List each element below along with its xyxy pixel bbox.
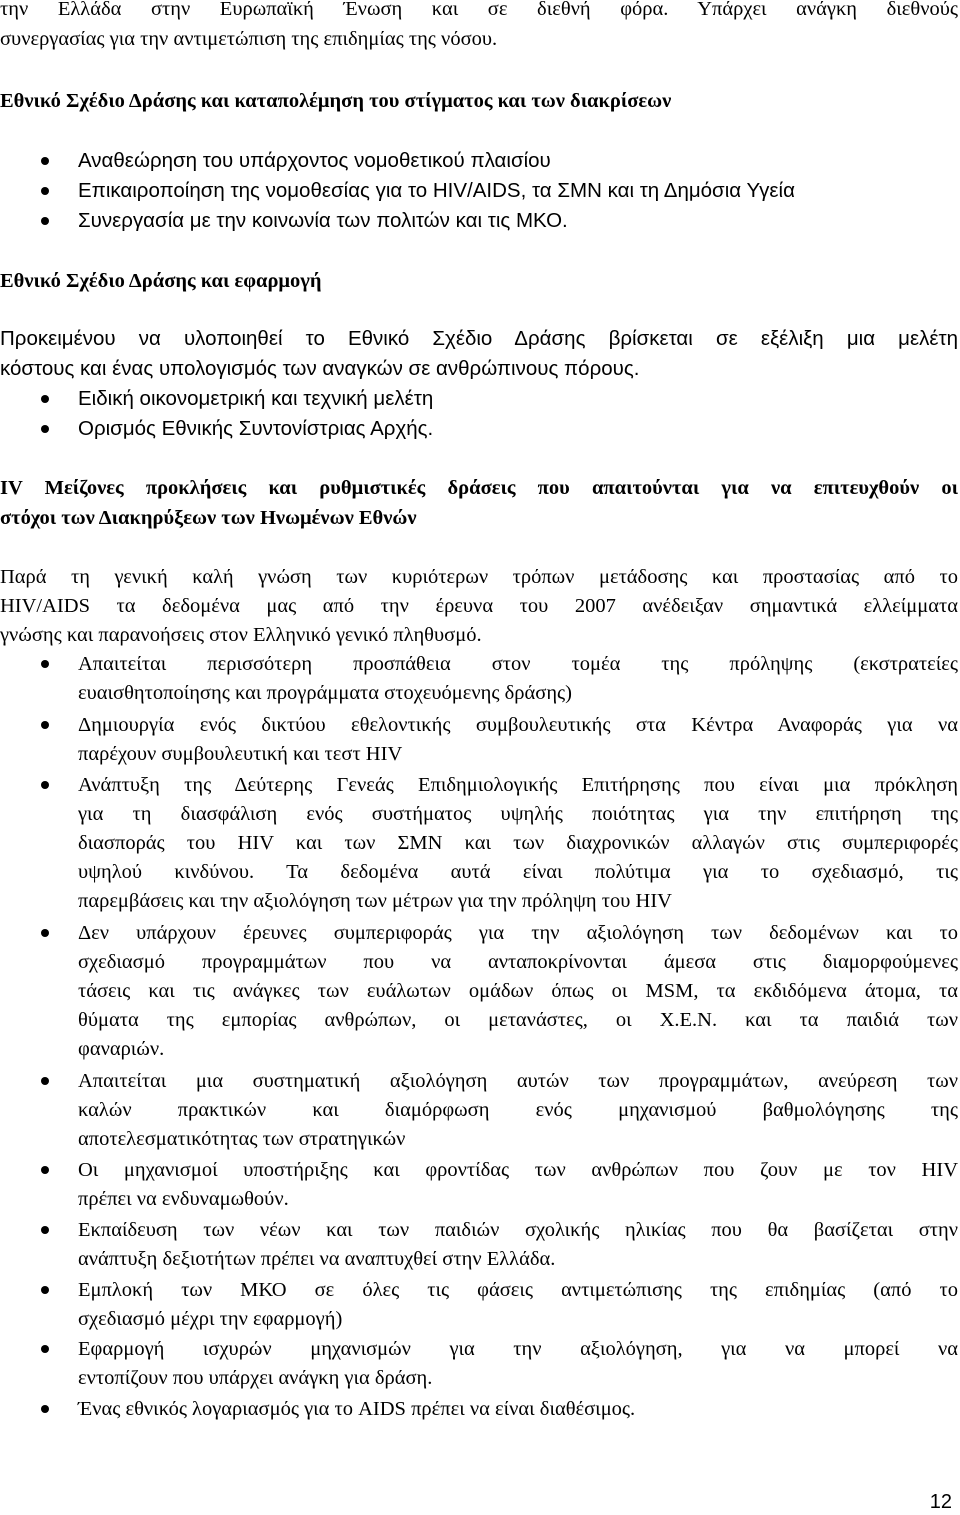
list-item: Απαιτείται μια συστηματική αξιολόγηση αυτών των προγραμμάτων, ανεύρεση των [78, 1070, 958, 1092]
list-item: για τη διασφάλιση ενός συστήματος υψηλής ποιότητας για την επιτήρηση της [78, 803, 958, 825]
bullet-icon [41, 1345, 49, 1353]
bullet-icon [41, 1077, 49, 1085]
bullet-icon [41, 157, 49, 165]
list-item: θύματα της εμπορίας ανθρώπων, οι μετανάστες, οι Χ.Ε.Ν. και τα παιδιά των [78, 1009, 958, 1031]
list-item: ευαισθητοποίησης και προγράμματα στοχευόμενης δράσης) [78, 682, 572, 704]
list-item: Οι μηχανισμοί υποστήριξης και φροντίδας των ανθρώπων που ζουν με τον HIV [78, 1159, 958, 1181]
paragraph-line: Προκειμένου να υλοποιηθεί το Εθνικό Σχέδιο Δράσης βρίσκεται σε εξέλιξη μια μελέτη [0, 327, 958, 350]
intro-line: συνεργασίας για την αντιμετώπιση της επιδημίας της νόσου. [0, 28, 498, 50]
bullet-icon [41, 1166, 49, 1174]
list-item: εντοπίζουν που υπάρχει ανάγκη για δράση. [78, 1367, 433, 1389]
paragraph-line: Παρά τη γενική καλή γνώση των κυριότερων τρόπων μετάδοσης και προστασίας από το [0, 566, 958, 588]
bullet-icon [41, 395, 49, 403]
bullet-icon [41, 781, 49, 789]
page-number: 12 [929, 1491, 952, 1513]
paragraph-line: κόστους και ένας υπολογισμός των αναγκών σε ανθρώπινους πόρους. [0, 357, 640, 380]
bullet-icon [41, 660, 49, 668]
list-item: φαναριών. [78, 1038, 165, 1060]
list-item: Αναθεώρηση του υπάρχοντος νομοθετικού πλαισίου [78, 149, 551, 172]
list-item: πρέπει να ενδυναμωθούν. [78, 1188, 289, 1210]
list-item: τάσεις και τις ανάγκες των ευάλωτων ομάδων όπως οι MSM, τα εκδιδόμενα άτομα, τα [78, 980, 958, 1002]
section-heading: Εθνικό Σχέδιο Δράσης και εφαρμογή [0, 270, 322, 292]
list-item: Ένας εθνικός λογαριασμός για το AIDS πρέπει να είναι διαθέσιμος. [78, 1398, 636, 1420]
list-item: Επικαιροποίηση της νομοθεσίας για το HIV/AIDS, τα ΣΜΝ και τη Δημόσια Υγεία [78, 179, 795, 202]
list-item: ανάπτυξη δεξιοτήτων πρέπει να αναπτυχθεί στην Ελλάδα. [78, 1248, 556, 1270]
list-item: καλών πρακτικών και διαμόρφωση ενός μηχανισμού βαθμολόγησης της [78, 1099, 958, 1121]
bullet-icon [41, 425, 49, 433]
list-item: Εμπλοκή των ΜΚΟ σε όλες τις φάσεις αντιμετώπισης της επιδημίας (από το [78, 1279, 958, 1301]
section-heading: Εθνικό Σχέδιο Δράσης και καταπολέμηση του στίγματος και των διακρίσεων [0, 90, 672, 112]
list-item: υψηλού κινδύνου. Τα δεδομένα αυτά είναι πολύτιμα για το σχεδιασμό, τις [78, 861, 958, 883]
list-item: Συνεργασία με την κοινωνία των πολιτών και τις ΜΚΟ. [78, 209, 568, 232]
list-item: παρέχουν συμβουλευτική και τεστ HIV [78, 743, 403, 765]
bullet-icon [41, 1405, 49, 1413]
list-item: Εφαρμογή ισχυρών μηχανισμών για την αξιολόγηση, για να μπορεί να [78, 1338, 958, 1360]
list-item: σχεδιασμό προγραμμάτων που να ανταποκρίνονται άμεσα στις διαμορφούμενες [78, 951, 958, 973]
bullet-icon [41, 187, 49, 195]
list-item: αποτελεσματικότητας των στρατηγικών [78, 1128, 406, 1150]
list-item: Εκπαίδευση των νέων και των παιδιών σχολικής ηλικίας που θα βασίζεται στην [78, 1219, 958, 1241]
intro-line: την Ελλάδα στην Ευρωπαϊκή Ένωση και σε διεθνή φόρα. Υπάρχει ανάγκη διεθνούς [0, 0, 958, 20]
section-heading: στόχοι των Διακηρύξεων των Ηνωμένων Εθνών [0, 507, 417, 529]
list-item: Ειδική οικονομετρική και τεχνική μελέτη [78, 387, 434, 410]
list-item: Ανάπτυξη της Δεύτερης Γενεάς Επιδημιολογικής Επιτήρησης που είναι μια πρόκληση [78, 774, 958, 796]
bullet-icon [41, 217, 49, 225]
section-heading: IV Μείζονες προκλήσεις και ρυθμιστικές δράσεις που απαιτούνται για να επιτευχθούν οι [0, 477, 958, 499]
list-item: Απαιτείται περισσότερη προσπάθεια στον τομέα της πρόληψης (εκστρατείες [78, 653, 958, 675]
bullet-icon [41, 1226, 49, 1234]
list-item: σχεδιασμό μέχρι την εφαρμογή) [78, 1308, 343, 1330]
list-item: Ορισμός Εθνικής Συντονίστριας Αρχής. [78, 417, 434, 440]
bullet-icon [41, 721, 49, 729]
list-item: διασποράς του HIV και των ΣΜΝ και των διαχρονικών αλλαγών στις συμπεριφορές [78, 832, 958, 854]
paragraph-line: γνώσης και παρανοήσεις στον Ελληνικό γενικό πληθυσμό. [0, 624, 482, 646]
list-item: Δεν υπάρχουν έρευνες συμπεριφοράς για την αξιολόγηση των δεδομένων και το [78, 922, 958, 944]
paragraph-line: HIV/AIDS τα δεδομένα μας από την έρευνα του 2007 ανέδειξαν σημαντικά ελλείμματα [0, 595, 958, 617]
list-item: Δημιουργία ενός δικτύου εθελοντικής συμβουλευτικής στα Κέντρα Αναφοράς για να [78, 714, 958, 736]
bullet-icon [41, 1286, 49, 1294]
list-item: παρεμβάσεις και την αξιολόγηση των μέτρων για την πρόληψη του HIV [78, 890, 672, 912]
bullet-icon [41, 929, 49, 937]
